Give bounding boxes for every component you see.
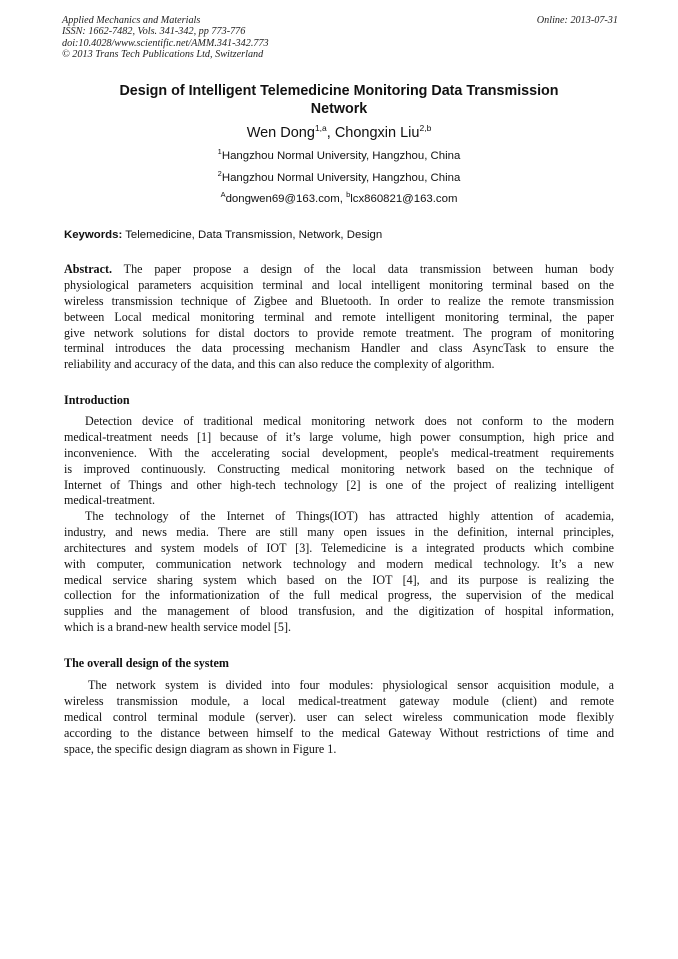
- keywords-text: Telemedicine, Data Transmission, Network, Design: [122, 229, 383, 241]
- paragraph-line: wireless transmission module, a local medical-treatment gateway module (client) and remote: [64, 693, 614, 708]
- journal-doi: doi:10.4028/www.scientific.net/AMM.341-342.773: [62, 37, 269, 49]
- email-superscript: b: [346, 190, 351, 199]
- paragraph-line: Detection device of traditional medical monitoring network does not conform to the modern: [85, 414, 614, 428]
- online-date: Online: 2013-07-31: [536, 15, 618, 26]
- affiliation-text: Hangzhou Normal University, Hangzhou, China: [221, 150, 461, 162]
- paragraph-line: with computer, communication network technology and modern medical technology. It’s a new: [64, 556, 614, 571]
- introduction-paragraph-2: [64, 509, 614, 636]
- paragraph-line: The technology of the Internet of Things(IOT) has attracted highly attention of academia,: [85, 509, 614, 523]
- paragraph-line: medical service sharing system which based on the IOT [4], and its purpose is realizing the: [64, 572, 614, 587]
- author-superscript: 2,b: [419, 123, 432, 133]
- paragraph-line: space, the specific design diagram as shown in Figure 1.: [64, 741, 337, 756]
- paragraph-line: medical-treatment.: [64, 493, 155, 508]
- keywords: [64, 228, 620, 242]
- affiliation-superscript: 2: [217, 169, 222, 178]
- title-line-2: Network: [310, 101, 368, 117]
- section-heading-introduction: Introduction: [64, 393, 130, 407]
- journal-copyright: © 2013 Trans Tech Publications Ltd, Switzerland: [62, 49, 264, 61]
- paragraph-line: architectures and system models of IOT [3]. Telemedicine is a integrated products which combine: [64, 540, 614, 555]
- abstract-line: give network solutions for distal doctors to provide remote treatment. The program of monitoring: [64, 325, 614, 340]
- paragraph-line: Internet of Things and other high-tech technology [2] is one of the project of realizing intelligent: [64, 477, 614, 492]
- paragraph-line: is improved continuously. Constructing medical monitoring network based on the technique of: [64, 461, 614, 476]
- paragraph-line: medical-treatment needs [1] because of it’s large volume, high power consumption, high price and: [64, 429, 614, 444]
- abstract-label: Abstract.: [64, 262, 113, 276]
- author-list: [0, 124, 678, 142]
- overall-design-paragraph-1: [64, 678, 614, 757]
- affiliation-superscript: 1: [217, 147, 222, 156]
- author-name: Wen Dong: [246, 125, 315, 141]
- abstract: [64, 262, 614, 373]
- author-separator: ,: [326, 125, 335, 141]
- paragraph-line: industry, and news media. There are still many open issues in the definition, internal principles,: [64, 524, 614, 539]
- keywords-label: Keywords:: [64, 229, 123, 241]
- paragraph-line: which is a brand-new health service model [5].: [64, 620, 292, 635]
- author-name: Chongxin Liu: [334, 125, 420, 141]
- abstract-line: between Local medical monitoring terminal and remote intelligent monitoring terminal, the paper: [64, 309, 614, 324]
- affiliation-text: Hangzhou Normal University, Hangzhou, China: [221, 172, 461, 184]
- paragraph-line: The network system is divided into four modules: physiological sensor acquisition module, a: [88, 678, 614, 692]
- abstract-line: wireless transmission technique of Zigbee and Bluetooth. In order to realize the remote transmission: [64, 293, 614, 308]
- paragraph-line: supplies and the management of blood transfusion, and the digitization of hospital information,: [64, 604, 614, 619]
- section-heading-overall-design: The overall design of the system: [64, 656, 229, 670]
- title-line-1: Design of Intelligent Telemedicine Monitoring Data Transmission: [119, 83, 559, 99]
- paragraph-line: medical control terminal module (server). user can select wireless communication mode flexibly: [64, 709, 614, 724]
- journal-name: Applied Mechanics and Materials: [62, 15, 201, 26]
- introduction-paragraph-1: [64, 414, 614, 509]
- paragraph-line: inconvenience. With the accelerating social development, people's medical-treatment requirements: [64, 445, 614, 460]
- abstract-line: reliability and accuracy of the data, and this can also reduce the complexity of algorithm.: [64, 357, 495, 372]
- email-address: dongwen69@163.com,: [225, 193, 347, 205]
- abstract-line: physiological parameters acquisition terminal and local intelligent monitoring terminal based on the: [64, 277, 614, 292]
- author-emails: [0, 192, 678, 206]
- abstract-line: [64, 262, 614, 278]
- journal-header: [62, 15, 618, 61]
- paper-title: [70, 82, 608, 118]
- author-superscript: 1,a: [314, 123, 327, 133]
- affiliation-2: [0, 171, 678, 185]
- abstract-line-text: The paper propose a design of the local data transmission between human body: [112, 262, 614, 276]
- affiliation-1: [0, 149, 678, 163]
- paragraph-line: according to the distance between himself to the medical Gateway Without restrictions of time and: [64, 725, 614, 740]
- abstract-line: terminal introduces the data processing mechanism Handler and class AsyncTask to ensure the: [64, 341, 614, 356]
- email-superscript: A: [220, 190, 226, 199]
- journal-issn: ISSN: 1662-7482, Vols. 341-342, pp 773-776: [62, 26, 246, 38]
- paragraph-line: collection for the informationization of the full medical progress, the supervision of the medical: [64, 588, 614, 603]
- email-address: lcx860821@163.com: [350, 193, 458, 205]
